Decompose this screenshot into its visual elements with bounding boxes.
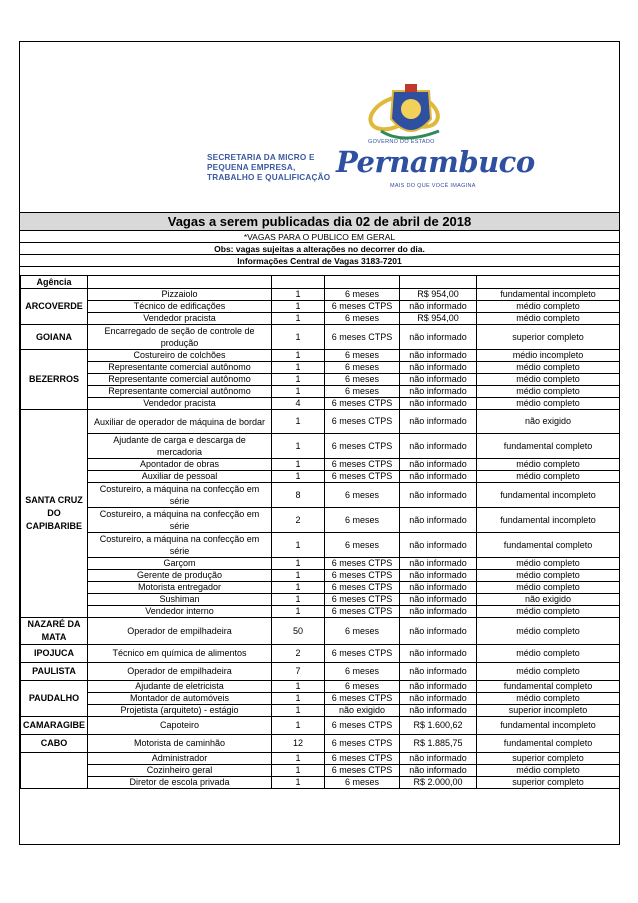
vacancy-count-cell: 1 bbox=[272, 374, 325, 386]
table-row bbox=[21, 362, 620, 374]
obs-note: Obs: vagas sujeitas a alterações no decorrer do dia. bbox=[20, 243, 619, 255]
job-title-cell: Operador de empilhadeira bbox=[88, 618, 272, 645]
experience-cell: 6 meses bbox=[325, 313, 400, 325]
vacancy-count-cell: 8 bbox=[272, 483, 325, 508]
experience-cell: 6 meses bbox=[325, 618, 400, 645]
table-row bbox=[21, 753, 620, 765]
jobs-table-body bbox=[21, 276, 620, 789]
job-title-cell: Ajudante de carga e descarga de mercadoria bbox=[88, 434, 272, 459]
experience-cell: 6 meses CTPS bbox=[325, 753, 400, 765]
secretaria-name: SECRETARIA DA MICRO E PEQUENA EMPRESA, TRABALHO E QUALIFICAÇÃO bbox=[207, 153, 331, 182]
governo-label: GOVERNO DO ESTADO bbox=[368, 139, 435, 145]
salary-cell: não informado bbox=[400, 765, 477, 777]
table-row bbox=[21, 681, 620, 693]
experience-cell: 6 meses bbox=[325, 362, 400, 374]
education-cell: fundamental completo bbox=[477, 434, 620, 459]
job-title-cell: Costureiro, a máquina na confecção em série bbox=[88, 533, 272, 558]
table-row bbox=[21, 434, 620, 459]
table-row bbox=[21, 471, 620, 483]
vacancy-count-cell: 1 bbox=[272, 362, 325, 374]
salary-cell: não informado bbox=[400, 681, 477, 693]
job-title-cell: Técnico de edificações bbox=[88, 301, 272, 313]
experience-cell: 6 meses CTPS bbox=[325, 735, 400, 753]
salary-cell: não informado bbox=[400, 618, 477, 645]
job-title-cell: Gerente de produção bbox=[88, 570, 272, 582]
job-title-cell: Representante comercial autônomo bbox=[88, 362, 272, 374]
education-cell: médio completo bbox=[477, 374, 620, 386]
experience-cell: 6 meses CTPS bbox=[325, 471, 400, 483]
education-cell: fundamental completo bbox=[477, 681, 620, 693]
salary-cell: R$ 954,00 bbox=[400, 289, 477, 301]
education-cell: médio completo bbox=[477, 459, 620, 471]
vacancy-count-cell: 1 bbox=[272, 410, 325, 434]
education-cell: não exigido bbox=[477, 410, 620, 434]
education-cell: fundamental completo bbox=[477, 735, 620, 753]
agency-cell: CABO bbox=[21, 735, 88, 753]
vacancy-count-cell: 1 bbox=[272, 471, 325, 483]
experience-cell: 6 meses CTPS bbox=[325, 558, 400, 570]
vacancy-count-cell: 2 bbox=[272, 508, 325, 533]
job-title-cell: Vendedor pracista bbox=[88, 398, 272, 410]
job-title-cell: Representante comercial autônomo bbox=[88, 386, 272, 398]
salary-cell: não informado bbox=[400, 508, 477, 533]
table-row bbox=[21, 350, 620, 362]
job-title-cell: Representante comercial autônomo bbox=[88, 374, 272, 386]
education-cell: médio incompleto bbox=[477, 350, 620, 362]
education-cell: médio completo bbox=[477, 471, 620, 483]
vacancy-count-cell: 1 bbox=[272, 717, 325, 735]
experience-cell: 6 meses CTPS bbox=[325, 325, 400, 350]
salary-cell: não informado bbox=[400, 301, 477, 313]
education-cell: médio completo bbox=[477, 693, 620, 705]
education-cell: médio completo bbox=[477, 313, 620, 325]
vacancy-count-cell: 2 bbox=[272, 645, 325, 663]
vacancy-count-cell: 1 bbox=[272, 570, 325, 582]
job-title-cell: Apontador de obras bbox=[88, 459, 272, 471]
table-row bbox=[21, 693, 620, 705]
education-cell: médio completo bbox=[477, 301, 620, 313]
agency-cell: NAZARÉ DA MATA bbox=[21, 618, 88, 645]
agency-cell: GOIANA bbox=[21, 325, 88, 350]
job-title-cell: Costureiro de colchões bbox=[88, 350, 272, 362]
agency-header: Agência bbox=[21, 276, 88, 289]
salary-cell: não informado bbox=[400, 594, 477, 606]
education-cell: fundamental incompleto bbox=[477, 508, 620, 533]
experience-cell: 6 meses CTPS bbox=[325, 410, 400, 434]
vacancy-count-cell: 4 bbox=[272, 398, 325, 410]
job-title-cell: Montador de automóveis bbox=[88, 693, 272, 705]
table-row bbox=[21, 508, 620, 533]
job-title-cell: Operador de empilhadeira bbox=[88, 663, 272, 681]
salary-cell: R$ 1.600,62 bbox=[400, 717, 477, 735]
salary-cell: não informado bbox=[400, 753, 477, 765]
table-row bbox=[21, 386, 620, 398]
salary-cell: R$ 2.000,00 bbox=[400, 777, 477, 789]
job-title-cell: Cozinheiro geral bbox=[88, 765, 272, 777]
salary-cell: não informado bbox=[400, 533, 477, 558]
experience-cell: 6 meses CTPS bbox=[325, 301, 400, 313]
vacancy-count-cell: 1 bbox=[272, 765, 325, 777]
salary-cell: não informado bbox=[400, 705, 477, 717]
education-cell: médio completo bbox=[477, 398, 620, 410]
experience-cell: 6 meses bbox=[325, 350, 400, 362]
vacancy-count-cell: 1 bbox=[272, 558, 325, 570]
table-row bbox=[21, 705, 620, 717]
salary-cell: não informado bbox=[400, 606, 477, 618]
table-row bbox=[21, 398, 620, 410]
salary-cell: não informado bbox=[400, 570, 477, 582]
experience-cell: 6 meses CTPS bbox=[325, 717, 400, 735]
estado-wordmark: Pernambuco bbox=[336, 145, 535, 179]
table-row bbox=[21, 618, 620, 645]
table-row bbox=[21, 325, 620, 350]
job-title-cell: Auxiliar de operador de máquina de bordar bbox=[88, 410, 272, 434]
table-row bbox=[21, 459, 620, 471]
vacancy-count-cell: 1 bbox=[272, 313, 325, 325]
education-cell: médio completo bbox=[477, 663, 620, 681]
vacancy-count-cell: 1 bbox=[272, 325, 325, 350]
table-row bbox=[21, 374, 620, 386]
experience-cell: 6 meses bbox=[325, 508, 400, 533]
table-row bbox=[21, 777, 620, 789]
agency-cell: CAMARAGIBE bbox=[21, 717, 88, 735]
vacancy-count-cell: 1 bbox=[272, 606, 325, 618]
experience-cell: 6 meses bbox=[325, 386, 400, 398]
education-cell: superior completo bbox=[477, 777, 620, 789]
salary-cell: não informado bbox=[400, 410, 477, 434]
education-cell: médio completo bbox=[477, 765, 620, 777]
vacancy-count-cell: 1 bbox=[272, 459, 325, 471]
education-cell: fundamental incompleto bbox=[477, 289, 620, 301]
experience-cell: 6 meses CTPS bbox=[325, 693, 400, 705]
job-title-cell: Auxiliar de pessoal bbox=[88, 471, 272, 483]
education-cell: médio completo bbox=[477, 362, 620, 374]
education-cell: fundamental incompleto bbox=[477, 717, 620, 735]
table-row bbox=[21, 289, 620, 301]
agency-cell: ARCOVERDE bbox=[21, 289, 88, 325]
table-row bbox=[21, 313, 620, 325]
job-title-cell: Projetista (arquiteto) - estágio bbox=[88, 705, 272, 717]
agency-cell: SANTA CRUZ DO CAPIBARIBE bbox=[21, 410, 88, 618]
table-row bbox=[21, 301, 620, 313]
job-listing-sheet bbox=[19, 41, 620, 845]
job-title-cell: Ajudante de eletricista bbox=[88, 681, 272, 693]
job-title-cell: Garçom bbox=[88, 558, 272, 570]
salary-cell: R$ 1.885,75 bbox=[400, 735, 477, 753]
vacancy-count-cell: 50 bbox=[272, 618, 325, 645]
vacancy-count-cell: 1 bbox=[272, 705, 325, 717]
jobs-table bbox=[20, 275, 620, 789]
table-header-row bbox=[21, 276, 620, 289]
salary-cell: não informado bbox=[400, 471, 477, 483]
job-title-cell: Capoteiro bbox=[88, 717, 272, 735]
salary-cell: não informado bbox=[400, 350, 477, 362]
table-row bbox=[21, 410, 620, 434]
table-row bbox=[21, 645, 620, 663]
experience-cell: 6 meses bbox=[325, 483, 400, 508]
experience-cell: 6 meses CTPS bbox=[325, 645, 400, 663]
salary-cell: não informado bbox=[400, 325, 477, 350]
vacancy-count-cell: 1 bbox=[272, 753, 325, 765]
experience-cell: 6 meses bbox=[325, 663, 400, 681]
salary-cell: não informado bbox=[400, 386, 477, 398]
vacancy-count-cell: 1 bbox=[272, 777, 325, 789]
experience-cell: 6 meses CTPS bbox=[325, 459, 400, 471]
job-title-cell: Pizzaiolo bbox=[88, 289, 272, 301]
education-cell: médio completo bbox=[477, 386, 620, 398]
table-row bbox=[21, 735, 620, 753]
job-title-cell: Motorista entregador bbox=[88, 582, 272, 594]
salary-cell: não informado bbox=[400, 374, 477, 386]
job-title-cell: Técnico em química de alimentos bbox=[88, 645, 272, 663]
vacancy-count-cell: 1 bbox=[272, 350, 325, 362]
jobs-table-area bbox=[20, 275, 619, 789]
experience-cell: 6 meses CTPS bbox=[325, 398, 400, 410]
agency-cell: PAULISTA bbox=[21, 663, 88, 681]
experience-cell: 6 meses bbox=[325, 533, 400, 558]
education-cell: fundamental completo bbox=[477, 533, 620, 558]
vacancy-count-cell: 12 bbox=[272, 735, 325, 753]
experience-cell: 6 meses bbox=[325, 289, 400, 301]
salary-cell: não informado bbox=[400, 645, 477, 663]
page-title: Vagas a serem publicadas dia 02 de abril de 2018 bbox=[20, 212, 619, 231]
experience-cell: não exigido bbox=[325, 705, 400, 717]
table-row bbox=[21, 582, 620, 594]
education-cell: não exigido bbox=[477, 594, 620, 606]
job-title-cell: Costureiro, a máquina na confecção em série bbox=[88, 483, 272, 508]
experience-cell: 6 meses CTPS bbox=[325, 606, 400, 618]
job-title-cell: Encarregado de seção de controle de produção bbox=[88, 325, 272, 350]
salary-cell: não informado bbox=[400, 663, 477, 681]
job-title-cell: Vendedor pracista bbox=[88, 313, 272, 325]
table-row bbox=[21, 570, 620, 582]
education-cell: médio completo bbox=[477, 558, 620, 570]
vacancy-count-cell: 1 bbox=[272, 594, 325, 606]
job-title-cell: Vendedor interno bbox=[88, 606, 272, 618]
education-cell: superior completo bbox=[477, 325, 620, 350]
table-row bbox=[21, 558, 620, 570]
info-line: Informações Central de Vagas 3183-7201 bbox=[20, 255, 619, 267]
salary-cell: não informado bbox=[400, 558, 477, 570]
header-logo-area bbox=[20, 42, 619, 212]
experience-cell: 6 meses bbox=[325, 777, 400, 789]
slogan: MAIS DO QUE VOCÊ IMAGINA bbox=[390, 183, 476, 189]
experience-cell: 6 meses bbox=[325, 681, 400, 693]
table-row bbox=[21, 717, 620, 735]
experience-cell: 6 meses CTPS bbox=[325, 434, 400, 459]
salary-cell: não informado bbox=[400, 398, 477, 410]
job-title-cell: Sushiman bbox=[88, 594, 272, 606]
vacancy-count-cell: 7 bbox=[272, 663, 325, 681]
education-cell: médio completo bbox=[477, 645, 620, 663]
agency-cell: PAUDALHO bbox=[21, 681, 88, 717]
table-row bbox=[21, 606, 620, 618]
table-row bbox=[21, 663, 620, 681]
vacancy-count-cell: 1 bbox=[272, 533, 325, 558]
table-row bbox=[21, 483, 620, 508]
salary-cell: não informado bbox=[400, 434, 477, 459]
experience-cell: 6 meses CTPS bbox=[325, 570, 400, 582]
agency-cell bbox=[21, 753, 88, 789]
job-title-cell: Administrador bbox=[88, 753, 272, 765]
job-title-cell: Costureiro, a máquina na confecção em série bbox=[88, 508, 272, 533]
salary-cell: não informado bbox=[400, 582, 477, 594]
education-cell: médio completo bbox=[477, 582, 620, 594]
experience-cell: 6 meses bbox=[325, 374, 400, 386]
education-cell: superior completo bbox=[477, 753, 620, 765]
vacancy-count-cell: 1 bbox=[272, 289, 325, 301]
vacancy-count-cell: 1 bbox=[272, 693, 325, 705]
experience-cell: 6 meses CTPS bbox=[325, 594, 400, 606]
table-row bbox=[21, 765, 620, 777]
education-cell: superior incompleto bbox=[477, 705, 620, 717]
public-notice: *VAGAS PARA O PUBLICO EM GERAL bbox=[20, 231, 619, 243]
experience-cell: 6 meses CTPS bbox=[325, 582, 400, 594]
salary-cell: não informado bbox=[400, 362, 477, 374]
job-title-cell: Motorista de caminhão bbox=[88, 735, 272, 753]
agency-cell: IPOJUCA bbox=[21, 645, 88, 663]
education-cell: fundamental incompleto bbox=[477, 483, 620, 508]
vacancy-count-cell: 1 bbox=[272, 582, 325, 594]
education-cell: médio completo bbox=[477, 570, 620, 582]
vacancy-count-cell: 1 bbox=[272, 301, 325, 313]
job-title-cell: Diretor de escola privada bbox=[88, 777, 272, 789]
salary-cell: não informado bbox=[400, 693, 477, 705]
vacancy-count-cell: 1 bbox=[272, 681, 325, 693]
salary-cell: R$ 954,00 bbox=[400, 313, 477, 325]
experience-cell: 6 meses CTPS bbox=[325, 765, 400, 777]
vacancy-count-cell: 1 bbox=[272, 434, 325, 459]
salary-cell: não informado bbox=[400, 459, 477, 471]
education-cell: médio completo bbox=[477, 618, 620, 645]
vacancy-count-cell: 1 bbox=[272, 386, 325, 398]
salary-cell: não informado bbox=[400, 483, 477, 508]
table-row bbox=[21, 594, 620, 606]
table-row bbox=[21, 533, 620, 558]
agency-cell: BEZERROS bbox=[21, 350, 88, 410]
education-cell: médio completo bbox=[477, 606, 620, 618]
